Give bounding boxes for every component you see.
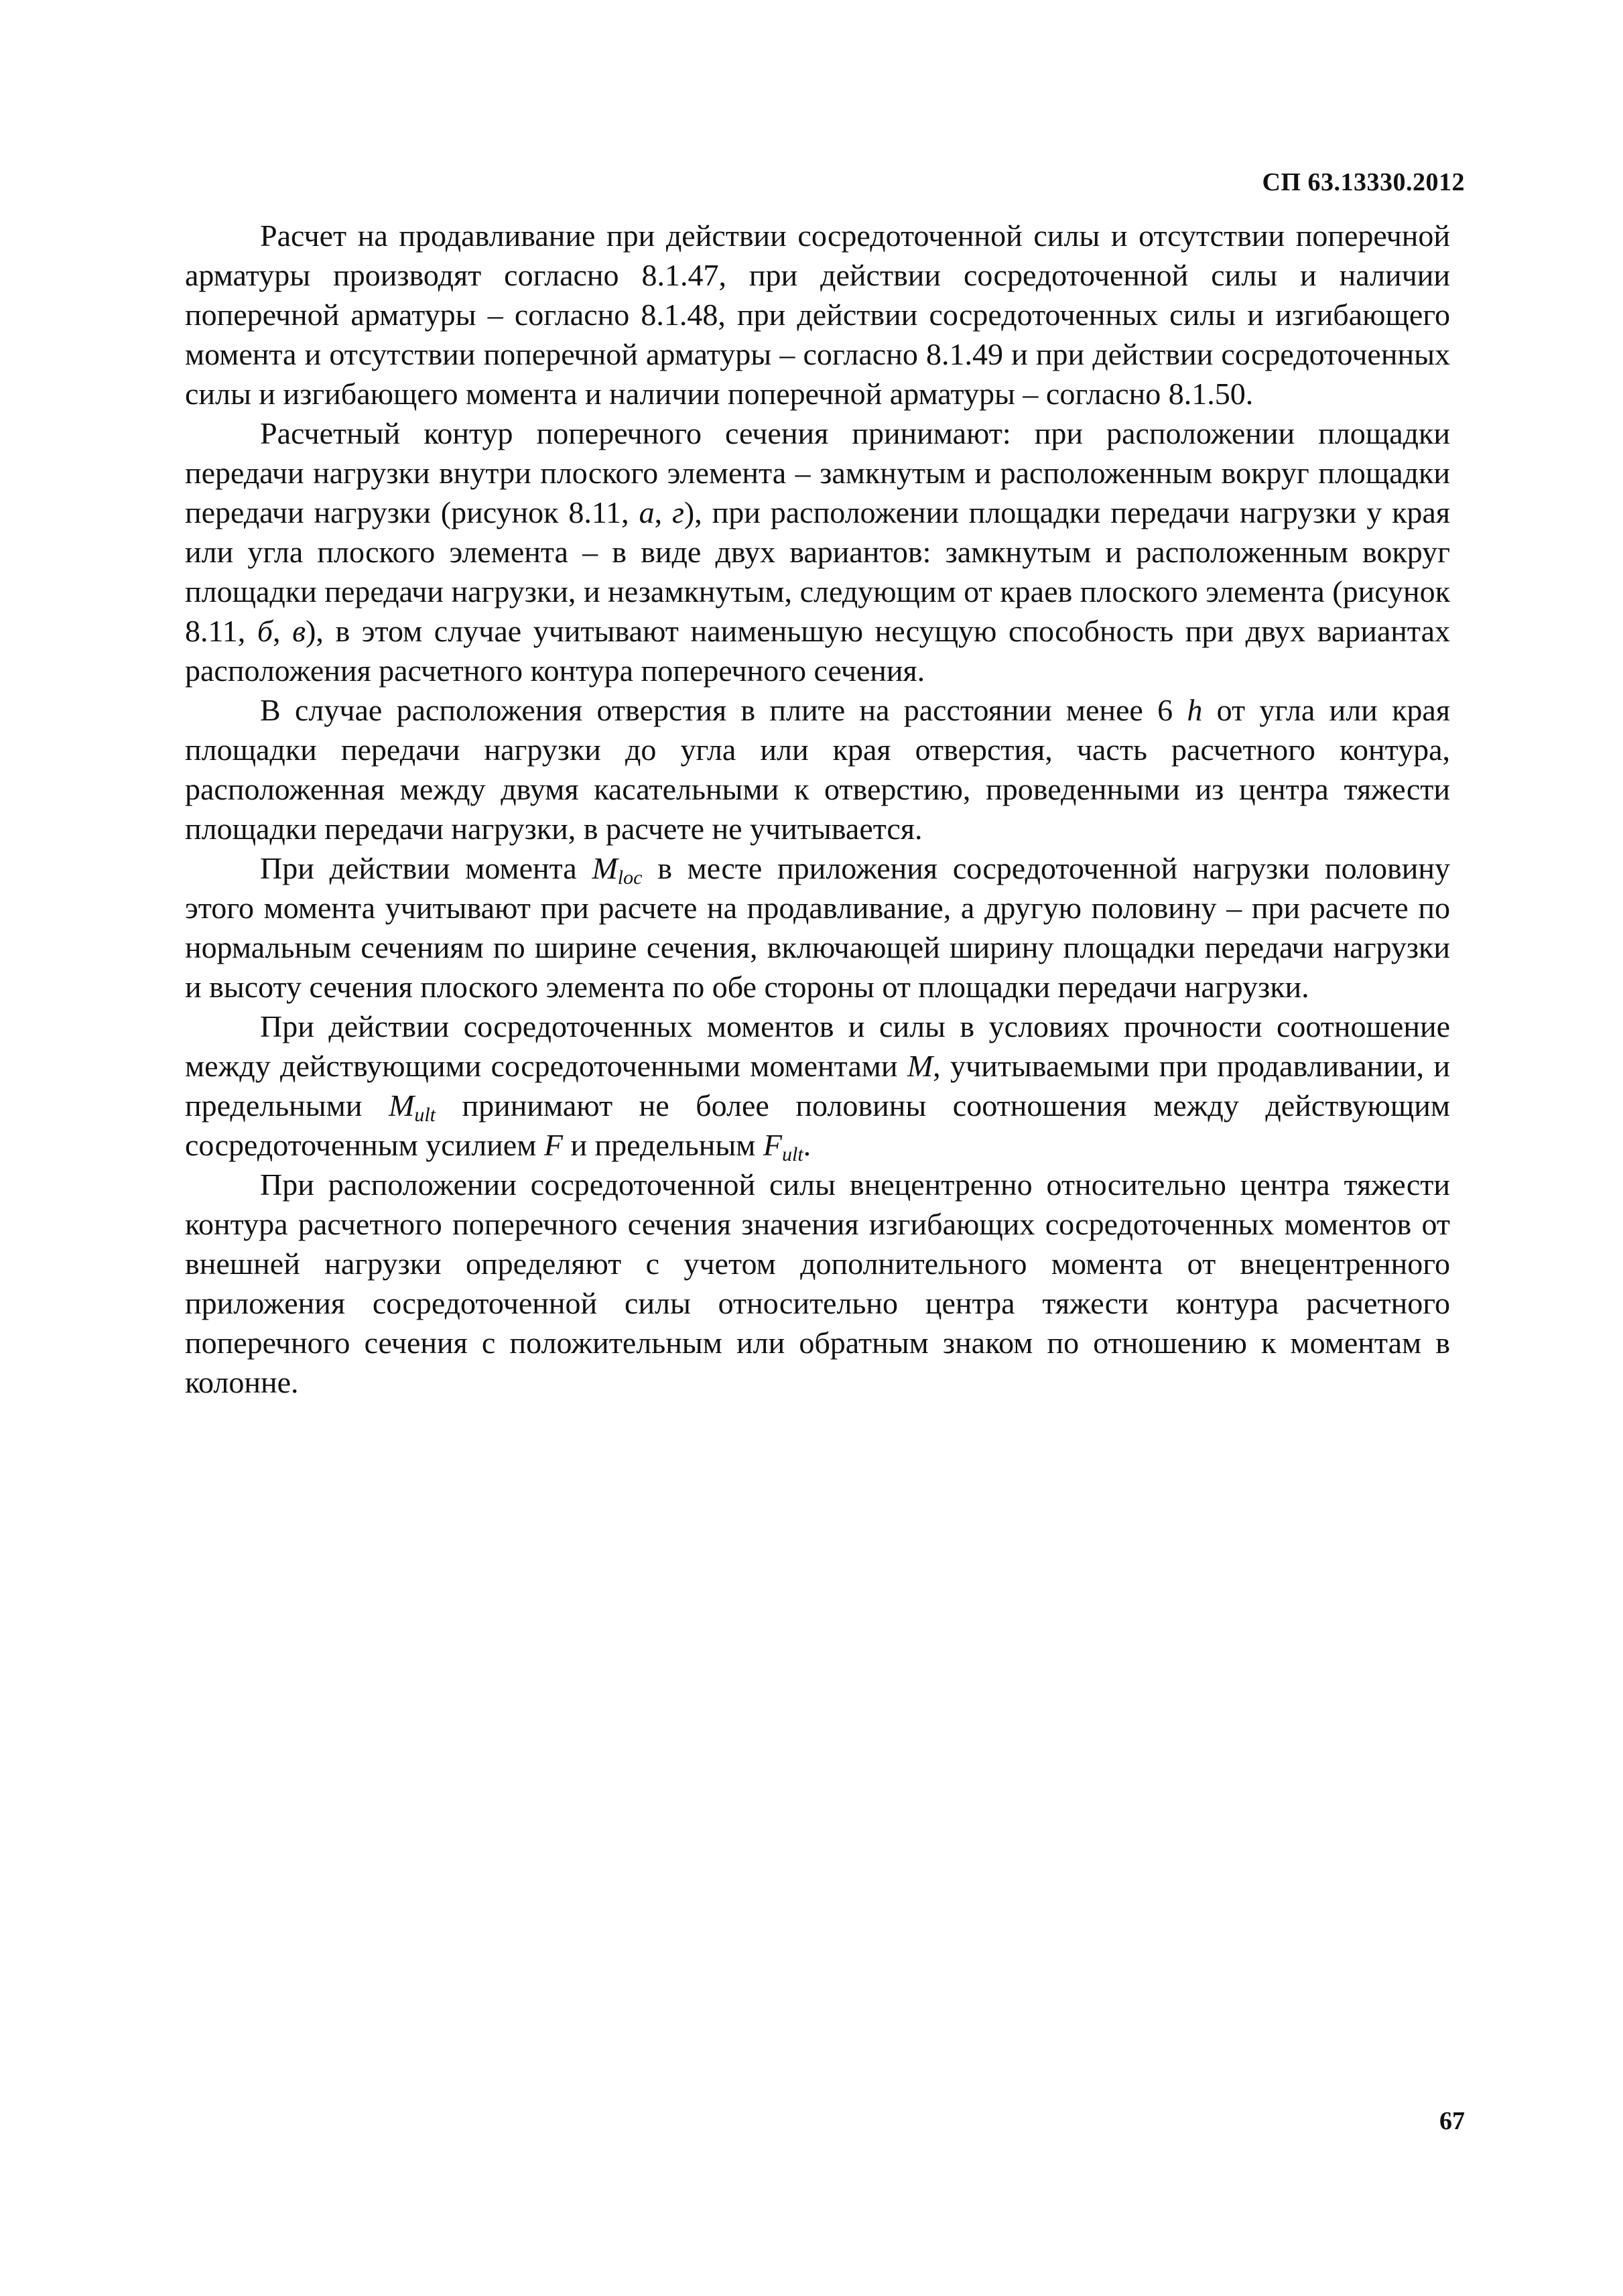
text-segment: В случае расположения отверстия в плите на расстоянии менее 6	[260, 693, 1187, 727]
text-segment: и предельным	[562, 1128, 763, 1162]
symbol-m-loc: $M_{loc}$	[592, 851, 643, 889]
symbol-m: M	[907, 1049, 933, 1083]
symbol-m-ult: $M_{ult}$	[389, 1088, 436, 1126]
text-segment: При действии сосредоточенных моментов и силы в условиях прочности соотношение между действующими сосредоточенными моментами	[185, 1009, 1450, 1083]
symbol-h: h	[1187, 693, 1203, 727]
text-segment: от угла или края площадки передачи нагрузки до угла или края отверстия, часть расчетного контура, расположенная между двумя касательными к отверстию, проведенными из центра тяжести площадки передачи нагрузки, в расчете не учитывается.	[185, 693, 1450, 846]
text-segment: , учитываемыми при продавливании, и предельными	[185, 1049, 1450, 1123]
text-segment: ), при расположении площадки передачи нагрузки у края или угла плоского элемента – в виде двух вариантов: замкнутым и расположенным вокруг площадки передачи нагрузки, и незамкнутым, следующим от краев плоского элемента (рисунок 8.11,	[185, 495, 1451, 648]
paragraph-opening-in-slab	[185, 690, 1450, 848]
figure-ref-letter: а	[639, 495, 655, 529]
document-code: СП 63.13330.2012	[1262, 168, 1465, 196]
subscript: loc	[617, 867, 643, 889]
text-segment: При действии момента	[260, 851, 592, 885]
paragraph-text: Расчет на продавливание при действии сосредоточенной силы и отсутствии поперечной арматуры производят согласно 8.1.47, при действии сосредоточенной силы и наличии поперечной арматуры – согласно 8.1.48, при действии сосредоточенных силы и изгибающего момента и отсутствии поперечной арматуры – согласно 8.1.49 и при действии сосредоточенных силы и изгибающего момента и наличии поперечной арматуры – согласно 8.1.50.	[185, 218, 1450, 411]
subscript: ult	[414, 1104, 436, 1126]
document-body	[185, 216, 1450, 1402]
figure-ref-letter: г	[671, 495, 684, 529]
text-segment: ,	[654, 495, 672, 529]
text-segment: принимают не более половины соотношения между действующим сосредоточенным усилием	[185, 1088, 1450, 1162]
paragraph-eccentric-force	[185, 1165, 1450, 1402]
figure-ref-letter: б	[257, 614, 273, 648]
text-segment: в месте приложения сосредоточенной нагрузки половину этого момента учитывают при расчете на продавливание, а другую половину – при расчете по нормальным сечениям по ширине сечения, включающей ширину площадки передачи нагрузки и высоту сечения плоского элемента по обе стороны от площадки передачи нагрузки.	[185, 851, 1450, 1004]
paragraph-local-moment	[185, 848, 1450, 1007]
paragraph-text: При расположении сосредоточенной силы внецентренно относительно центра тяжести контура расчетного поперечного сечения значения изгибающих сосредоточенных моментов от внешней нагрузки определяют с учетом дополнительного момента от внецентренного приложения сосредоточенной силы относительно центра тяжести контура расчетного поперечного сечения с положительным или обратным знаком по отношению к моментам в колонне.	[185, 1167, 1450, 1399]
text-segment: .	[803, 1128, 812, 1162]
symbol-f: F	[543, 1128, 563, 1162]
subscript: ult	[781, 1143, 803, 1165]
text-segment: ), в этом случае учитывают наименьшую несущую способность при двух вариантах расположения расчетного контура поперечного сечения.	[185, 614, 1450, 688]
symbol-f-ult: $F_{ult}$	[763, 1128, 803, 1165]
text-segment: ,	[273, 614, 293, 648]
page-number: 67	[1439, 2107, 1465, 2135]
paragraph-moment-force-ratio	[185, 1007, 1450, 1165]
paragraph-punching-calculation	[185, 216, 1450, 413]
figure-ref-letter: в	[292, 614, 306, 648]
paragraph-design-contour	[185, 413, 1450, 690]
text-segment: Расчетный контур поперечного сечения принимают: при расположении площадки передачи нагрузки внутри плоского элемента – замкнутым и расположенным вокруг площадки передачи нагрузки (рисунок 8.11,	[185, 416, 1450, 529]
